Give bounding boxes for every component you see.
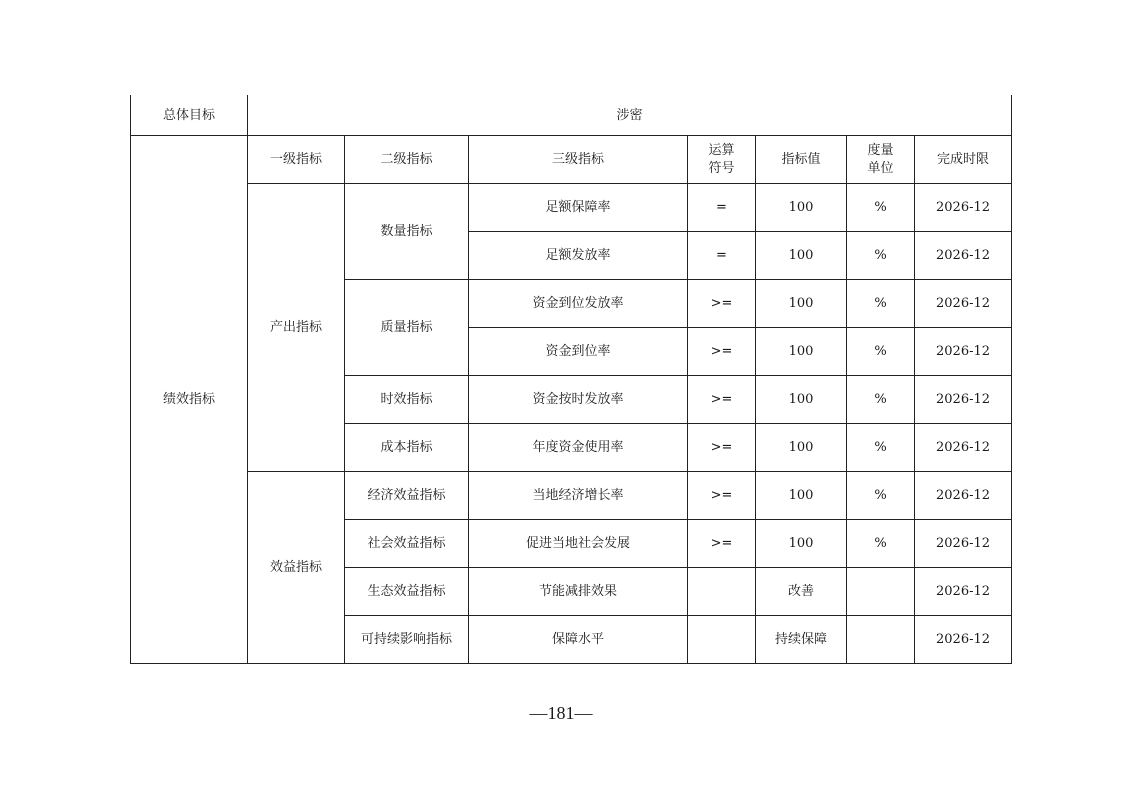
header-value: 指标值 [756, 136, 847, 184]
level2-timeliness: 时效指标 [345, 376, 469, 424]
operator-cell: = [688, 232, 756, 280]
value-cell: 100 [756, 328, 847, 376]
level2-social-benefit: 社会效益指标 [345, 520, 469, 568]
level1-output: 产出指标 [248, 184, 345, 472]
level3-cell: 资金到位发放率 [469, 280, 688, 328]
unit-cell: % [847, 184, 915, 232]
deadline-cell: 2026-12 [915, 616, 1012, 664]
level3-cell: 当地经济增长率 [469, 472, 688, 520]
header-row [131, 136, 1012, 184]
operator-cell: >= [688, 520, 756, 568]
overall-goal-value: 涉密 [248, 96, 1012, 136]
table-row [131, 472, 1012, 520]
operator-cell: >= [688, 376, 756, 424]
unit-cell: % [847, 424, 915, 472]
level3-cell: 促进当地社会发展 [469, 520, 688, 568]
unit-cell: % [847, 472, 915, 520]
level2-economic-benefit: 经济效益指标 [345, 472, 469, 520]
value-cell: 100 [756, 472, 847, 520]
header-level1: 一级指标 [248, 136, 345, 184]
level3-cell: 资金到位率 [469, 328, 688, 376]
level3-cell: 足额发放率 [469, 232, 688, 280]
level2-cost: 成本指标 [345, 424, 469, 472]
header-deadline: 完成时限 [915, 136, 1012, 184]
operator-cell: >= [688, 472, 756, 520]
value-cell: 100 [756, 424, 847, 472]
value-cell: 改善 [756, 568, 847, 616]
overall-goal-label: 总体目标 [131, 96, 248, 136]
unit-cell: % [847, 280, 915, 328]
deadline-cell: 2026-12 [915, 328, 1012, 376]
value-cell: 100 [756, 520, 847, 568]
deadline-cell: 2026-12 [915, 520, 1012, 568]
level3-cell: 年度资金使用率 [469, 424, 688, 472]
level2-quantity: 数量指标 [345, 184, 469, 280]
level3-cell: 节能减排效果 [469, 568, 688, 616]
operator-cell [688, 616, 756, 664]
level1-benefit: 效益指标 [248, 472, 345, 664]
value-cell: 100 [756, 184, 847, 232]
value-cell: 持续保障 [756, 616, 847, 664]
page-number: —181— [529, 703, 593, 723]
deadline-cell: 2026-12 [915, 376, 1012, 424]
operator-cell: >= [688, 424, 756, 472]
header-operator [688, 136, 756, 184]
level3-cell: 足额保障率 [469, 184, 688, 232]
header-unit-line1: 度量 [867, 142, 894, 158]
header-unit [847, 136, 915, 184]
overall-goal-row [131, 96, 1012, 136]
header-level3: 三级指标 [469, 136, 688, 184]
performance-indicator-label: 绩效指标 [131, 136, 248, 664]
unit-cell: % [847, 328, 915, 376]
deadline-cell: 2026-12 [915, 184, 1012, 232]
level3-cell: 保障水平 [469, 616, 688, 664]
header-level2: 二级指标 [345, 136, 469, 184]
unit-cell: % [847, 376, 915, 424]
deadline-cell: 2026-12 [915, 424, 1012, 472]
level2-ecological-benefit: 生态效益指标 [345, 568, 469, 616]
unit-cell [847, 568, 915, 616]
operator-cell: >= [688, 328, 756, 376]
header-operator-line1: 运算 [708, 142, 735, 158]
table-row [131, 184, 1012, 232]
performance-indicator-table [130, 95, 1012, 664]
value-cell: 100 [756, 232, 847, 280]
unit-cell: % [847, 520, 915, 568]
value-cell: 100 [756, 376, 847, 424]
operator-cell: = [688, 184, 756, 232]
level2-sustainability: 可持续影响指标 [345, 616, 469, 664]
header-operator-line2: 符号 [708, 160, 735, 176]
header-unit-line2: 单位 [867, 160, 894, 176]
unit-cell: % [847, 232, 915, 280]
operator-cell: >= [688, 280, 756, 328]
value-cell: 100 [756, 280, 847, 328]
operator-cell [688, 568, 756, 616]
unit-cell [847, 616, 915, 664]
level2-quality: 质量指标 [345, 280, 469, 376]
level3-cell: 资金按时发放率 [469, 376, 688, 424]
deadline-cell: 2026-12 [915, 472, 1012, 520]
deadline-cell: 2026-12 [915, 280, 1012, 328]
deadline-cell: 2026-12 [915, 232, 1012, 280]
deadline-cell: 2026-12 [915, 568, 1012, 616]
